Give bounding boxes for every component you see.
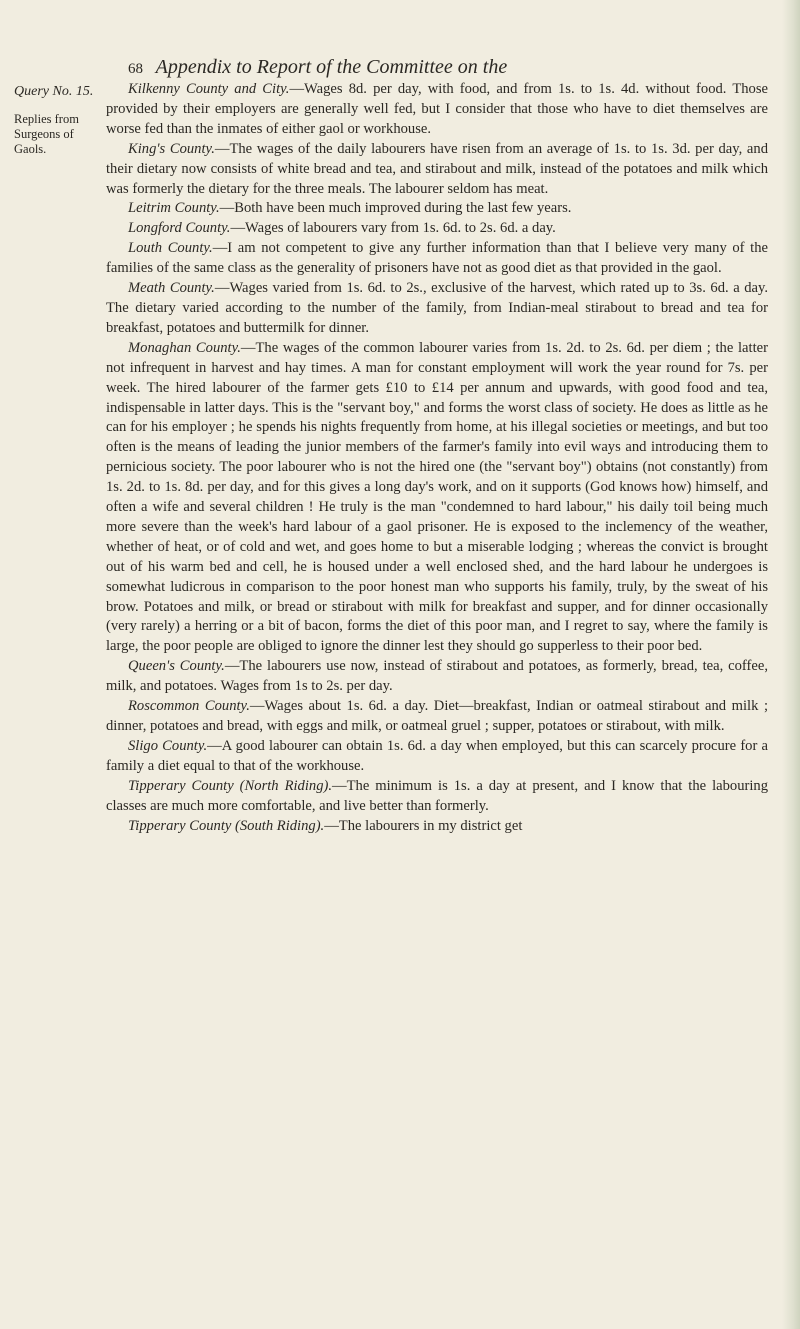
paragraph-text: —Wages of labourers vary from 1s. 6d. to 2s. 6d. a day.: [230, 220, 556, 237]
paragraph-sligo: [106, 737, 768, 777]
page-number: 68: [128, 61, 143, 77]
paragraph-tipperary-north: [106, 777, 768, 817]
paragraph-heading: Longford County.: [128, 220, 231, 237]
paragraph-longford: [106, 219, 768, 239]
paragraph-text: —The wages of the common labourer varies from 1s. 2d. to 2s. 6d. per diem ; the latter not infrequent in harvest and hay times. A man for constant employment will work the year round for 7s. per week. The hired labourer of the farmer gets £10 to £14 per annum and upwards, with good food and tea, indispensable in latter days. This is the "servant boy," and forms the worst class of society. He does as little as he can for his employer ; he spends his nights frequently from home, at his illegal societies or meetings, and but too often is the means of leading the junior members of the farmer's family into evil ways and introducing them to pernicious society. The poor labourer who is not the hired one (the "servant boy") obtains (not constantly) from 1s. 2d. to 1s. 8d. per day, and for this gives a long day's work, and on it supports (God knows how) himself, and often a wife and several children ! He truly is the man "condemned to hard labour," his daily toil being much more severe than the week's hard labour of a gaol prisoner. He is exposed to the inclemency of the weather, whether of heat, or of cold and wet, and goes home to but a miserable lodging ; whereas the convict is brought out of his warm bed and cell, he is housed under a well enclosed shed, and the hard labour he undergoes is somewhat ludicrous in comparison to the poor honest man who supports his family, truly, by the sweat of his brow. Potatoes and milk, or bread or stirabout with milk for breakfast and supper, and for dinner occasionally (very rarely) a herring or a bit of bacon, forms the diet of this poor man, and I regret to say, where the family is large, the poor people are obliged to ignore the dinner lest they should go supperless to their poor bed.: [106, 339, 768, 655]
paragraph-roscommon: [106, 697, 768, 737]
paragraph-heading: Queen's County.: [128, 658, 225, 675]
paragraph-heading: Monaghan County.: [128, 339, 241, 356]
paragraph-heading: Kilkenny County and City.: [128, 81, 290, 97]
paragraph-text: —A good labourer can obtain 1s. 6d. a day when employed, but this can scarcely procure for a family a diet equal to that of the workhouse.: [106, 737, 768, 774]
paragraph-text: —The minimum is 1s. a day at present, and I know that the labouring classes are much more comfortable, and live better than formerly.: [106, 777, 768, 814]
paragraph-kilkenny: [106, 80, 768, 140]
paragraph-text: —Both have been much improved during the last few years.: [219, 200, 572, 217]
running-title: Appendix to Report of the Committee on the: [155, 56, 508, 78]
paragraph-leitrim: [106, 199, 768, 219]
margin-notes: [14, 84, 92, 157]
paragraph-text: —I am not competent to give any further information than that I believe very many of the families of the same class as the generality of prisoners have not as good diet as that provided in the gaol.: [106, 240, 768, 277]
paragraph-heading: Leitrim County.: [128, 200, 220, 217]
paragraph-heading: King's County.: [128, 140, 215, 157]
paragraph-heading: Tipperary County (South Riding).: [128, 817, 325, 834]
paragraph-meath: [106, 279, 768, 339]
paragraph-heading: Sligo County.: [128, 737, 208, 754]
paragraph-heading: Meath County.: [128, 280, 215, 297]
paragraph-text: —Wages about 1s. 6d. a day. Diet—breakfast, Indian or oatmeal stirabout and milk ; dinner, potatoes and bread, with eggs and milk, or oatmeal gruel ; supper, potatoes or stirabout, with milk.: [106, 698, 768, 734]
paragraph-text: —The wages of the daily labourers have risen from an average of 1s. to 1s. 3d. per day, and their dietary now consists of white bread and tea, and stirabout and milk, instead of the potatoes and milk which was formerly the dietary for the three meals. The labourer seldom has meat.: [106, 140, 768, 197]
paragraph-text: —The labourers use now, instead of stirabout and potatoes, as formerly, bread, tea, coffee, milk, and potatoes. Wages from 1s to 2s. per day.: [106, 658, 768, 695]
paragraph-heading: Roscommon County.: [128, 698, 250, 715]
paragraph-tipperary-south: [106, 817, 768, 837]
paragraph-heading: Louth County.: [128, 240, 213, 257]
margin-query-label: Query No. 15.: [14, 84, 94, 99]
paragraph-text: —The labourers in my district get: [324, 817, 523, 834]
paragraph-heading: Tipperary County (North Riding).: [128, 777, 333, 794]
paragraph-text: —Wages varied from 1s. 6d. to 2s., exclusive of the harvest, which rated up to 3s. 6d. a day. The dietary varied according to the number of the family, from Indian-meal stirabout to bread and tea for breakfast, potatoes and buttermilk for dinner.: [106, 280, 769, 336]
paragraph-kings: [106, 140, 768, 200]
page-edge-shadow: [782, 0, 800, 1329]
body-text: [106, 80, 768, 836]
paragraph-louth: [106, 239, 768, 279]
margin-note: Replies from Surgeons of Gaols.: [14, 112, 79, 156]
running-header: [128, 56, 768, 82]
paragraph-queens: [106, 657, 768, 697]
paragraph-text: —Wages 8d. per day, with food, and from 1s. to 1s. 4d. without food. Those provided by their employers are generally well fed, but I consider that those who have to diet themselves are worse fed than the inmates of either gaol or workhouse.: [106, 81, 768, 137]
paragraph-monaghan: [106, 339, 768, 658]
